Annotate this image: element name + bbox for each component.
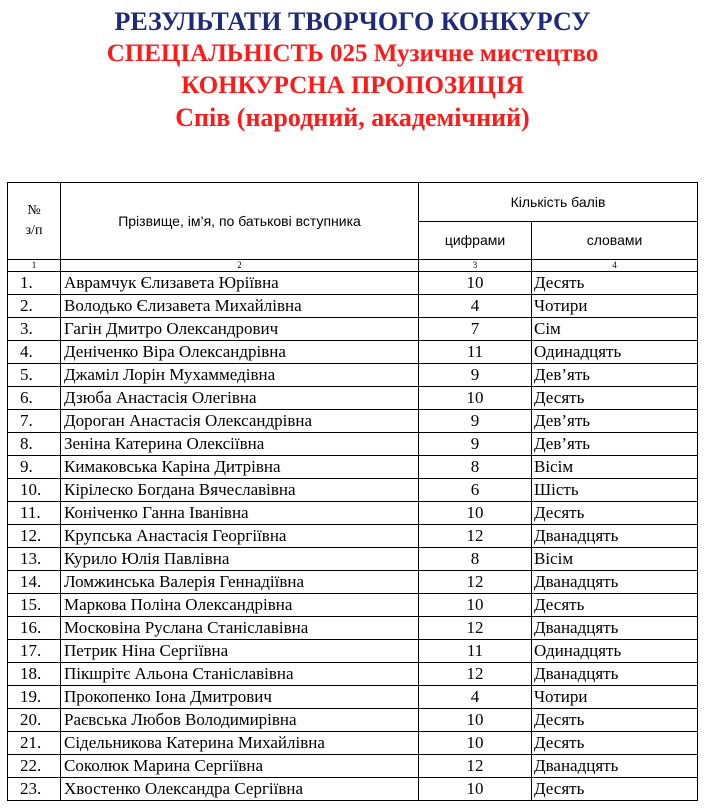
score-digits: 10 [419, 778, 532, 801]
score-words: Дев’ять [532, 364, 698, 387]
score-digits: 12 [419, 755, 532, 778]
row-number: 4. [8, 341, 61, 364]
score-words: Десять [532, 272, 698, 295]
table-row [8, 663, 698, 686]
table-row [8, 709, 698, 732]
column-header-number [8, 183, 61, 260]
score-digits: 8 [419, 548, 532, 571]
score-digits: 12 [419, 663, 532, 686]
score-words: Сім [532, 318, 698, 341]
score-words: Чотири [532, 686, 698, 709]
table-row [8, 778, 698, 801]
applicant-name: Зеніна Катерина Олексіївна [61, 433, 419, 456]
table-row [8, 387, 698, 410]
score-words: Десять [532, 594, 698, 617]
score-digits: 9 [419, 364, 532, 387]
applicant-name: Курило Юлія Павлівна [61, 548, 419, 571]
applicant-name: Сідельникова Катерина Михайлівна [61, 732, 419, 755]
row-number: 8. [8, 433, 61, 456]
results-table [7, 182, 698, 801]
column-index: 4 [532, 260, 698, 272]
score-digits: 11 [419, 341, 532, 364]
applicant-name: Кірілеско Богдана Вячеславівна [61, 479, 419, 502]
applicant-name: Ломжинська Валерія Геннадіївна [61, 571, 419, 594]
applicant-name: Маркова Поліна Олександрівна [61, 594, 419, 617]
score-digits: 7 [419, 318, 532, 341]
column-header-number-symbol: № [27, 203, 41, 218]
table-row [8, 502, 698, 525]
score-digits: 10 [419, 709, 532, 732]
score-digits: 4 [419, 686, 532, 709]
applicant-name: Крупська Анастасія Георгіївна [61, 525, 419, 548]
row-number: 2. [8, 295, 61, 318]
score-digits: 6 [419, 479, 532, 502]
row-number: 6. [8, 387, 61, 410]
applicant-name: Кимаковська Каріна Дитрівна [61, 456, 419, 479]
results-table-body [8, 272, 698, 801]
row-number: 20. [8, 709, 61, 732]
table-row [8, 479, 698, 502]
score-digits: 12 [419, 617, 532, 640]
row-number: 7. [8, 410, 61, 433]
table-row [8, 272, 698, 295]
row-number: 3. [8, 318, 61, 341]
column-header-scores: Кількість балів [419, 183, 698, 222]
row-number: 5. [8, 364, 61, 387]
row-number: 13. [8, 548, 61, 571]
applicant-name: Аврамчук Єлизавета Юріївна [61, 272, 419, 295]
column-header-name: Прізвище, ім’я, по батькові вступника [61, 183, 419, 260]
applicant-name: Петрик Ніна Сергіївна [61, 640, 419, 663]
row-number: 9. [8, 456, 61, 479]
table-row [8, 571, 698, 594]
row-number: 12. [8, 525, 61, 548]
score-digits: 12 [419, 525, 532, 548]
applicant-name: Прокопенко Іона Дмитрович [61, 686, 419, 709]
column-index: 1 [8, 260, 61, 272]
proposal-heading: КОНКУРСНА ПРОПОЗИЦІЯ [181, 72, 524, 99]
table-row [8, 525, 698, 548]
column-header-words: словами [532, 221, 698, 260]
score-words: Дванадцять [532, 755, 698, 778]
column-header-number-abbr: з/п [25, 223, 43, 238]
table-row [8, 686, 698, 709]
row-number: 1. [8, 272, 61, 295]
score-digits: 10 [419, 387, 532, 410]
score-words: Десять [532, 778, 698, 801]
applicant-name: Гагін Дмитро Олександрович [61, 318, 419, 341]
applicant-name: Дзюба Анастасія Олегівна [61, 387, 419, 410]
table-row [8, 364, 698, 387]
table-row [8, 433, 698, 456]
score-words: Вісім [532, 548, 698, 571]
score-digits: 4 [419, 295, 532, 318]
score-words: Десять [532, 387, 698, 410]
applicant-name: Деніченко Віра Олександрівна [61, 341, 419, 364]
table-row [8, 410, 698, 433]
applicant-name: Володько Єлизавета Михайлівна [61, 295, 419, 318]
score-words: Дванадцять [532, 617, 698, 640]
score-digits: 11 [419, 640, 532, 663]
subject-heading: Спів (народний, академічний) [175, 103, 530, 132]
applicant-name: Джаміл Лорін Мухаммедівна [61, 364, 419, 387]
table-row [8, 548, 698, 571]
score-words: Вісім [532, 456, 698, 479]
column-index: 2 [61, 260, 419, 272]
score-words: Одинадцять [532, 640, 698, 663]
applicant-name: Хвостенко Олександра Сергіївна [61, 778, 419, 801]
results-table-header [8, 183, 698, 272]
row-number: 11. [8, 502, 61, 525]
score-words: Чотири [532, 295, 698, 318]
applicant-name: Коніченко Ганна Іванівна [61, 502, 419, 525]
row-number: 21. [8, 732, 61, 755]
specialty-heading: СПЕЦІАЛЬНІСТЬ 025 Музичне мистецтво [106, 40, 599, 67]
table-row [8, 295, 698, 318]
score-words: Дванадцять [532, 525, 698, 548]
table-row [8, 755, 698, 778]
document-header [0, 6, 705, 134]
row-number: 17. [8, 640, 61, 663]
applicant-name: Московіна Руслана Станіславівна [61, 617, 419, 640]
row-number: 18. [8, 663, 61, 686]
document-title: РЕЗУЛЬТАТИ ТВОРЧОГО КОНКУРСУ [114, 7, 591, 36]
row-number: 16. [8, 617, 61, 640]
score-digits: 10 [419, 502, 532, 525]
table-row [8, 594, 698, 617]
score-digits: 10 [419, 594, 532, 617]
applicant-name: Дороган Анастасія Олександрівна [61, 410, 419, 433]
score-digits: 10 [419, 272, 532, 295]
score-digits: 9 [419, 410, 532, 433]
score-words: Дев’ять [532, 410, 698, 433]
row-number: 19. [8, 686, 61, 709]
row-number: 15. [8, 594, 61, 617]
table-row [8, 341, 698, 364]
row-number: 14. [8, 571, 61, 594]
score-words: Десять [532, 732, 698, 755]
table-row [8, 318, 698, 341]
score-words: Дев’ять [532, 433, 698, 456]
row-number: 10. [8, 479, 61, 502]
applicant-name: Соколюк Марина Сергіївна [61, 755, 419, 778]
row-number: 22. [8, 755, 61, 778]
applicant-name: Пікшрітє Альона Станіславівна [61, 663, 419, 686]
score-digits: 12 [419, 571, 532, 594]
table-row [8, 456, 698, 479]
score-words: Дванадцять [532, 571, 698, 594]
table-row [8, 640, 698, 663]
score-digits: 8 [419, 456, 532, 479]
score-words: Десять [532, 709, 698, 732]
table-row [8, 617, 698, 640]
row-number: 23. [8, 778, 61, 801]
score-words: Шість [532, 479, 698, 502]
score-digits: 9 [419, 433, 532, 456]
table-row [8, 732, 698, 755]
score-words: Десять [532, 502, 698, 525]
score-digits: 10 [419, 732, 532, 755]
applicant-name: Раєвська Любов Володимирівна [61, 709, 419, 732]
score-words: Дванадцять [532, 663, 698, 686]
column-index: 3 [419, 260, 532, 272]
column-header-digits: цифрами [419, 221, 532, 260]
column-index-row [8, 260, 698, 272]
score-words: Одинадцять [532, 341, 698, 364]
